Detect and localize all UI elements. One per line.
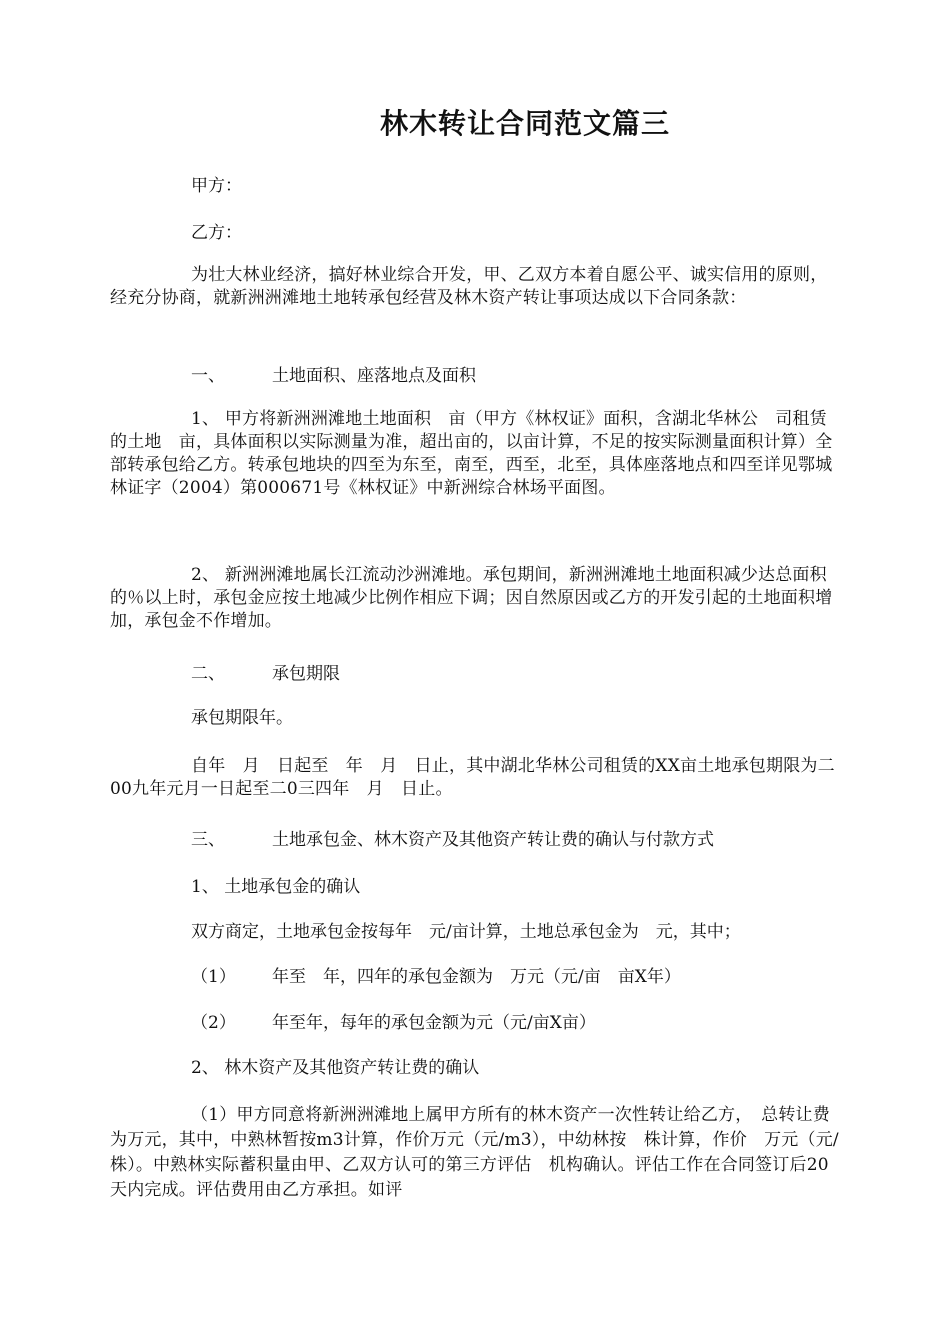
section-2-title: 承包期限 (272, 664, 340, 684)
section-3-heading (191, 829, 714, 852)
list-item-1-number: （1） (191, 967, 236, 987)
section-2-heading (191, 663, 340, 686)
section-3-subparagraph-1: 双方商定，土地承包金按每年 元/亩计算，土地总承包金为 元，其中； (191, 922, 741, 942)
section-1-title: 土地面积、座落地点及面积 (272, 366, 476, 386)
list-item-2 (191, 1012, 596, 1035)
party-b-label: 乙方： (191, 223, 242, 243)
section-1-paragraph-2: 2、 新洲洲滩地属长江流动沙洲滩地。承包期间，新洲洲滩地土地面积减少达总面积的％以上时，承包金应按土地减少比例作相应下调；因自然原因或乙方的开发引起的土地面积增加，承包金不作增加。 (110, 565, 833, 631)
section-3-title: 土地承包金、林木资产及其他资产转让费的确认与付款方式 (272, 830, 714, 850)
list-item-2-number: （2） (191, 1013, 236, 1033)
section-3-subheading-2: 2、 林木资产及其他资产转让费的确认 (191, 1058, 480, 1078)
party-a-label: 甲方： (191, 176, 242, 196)
section-2-paragraph-2: 自年 月 日起至 年 月 日止，其中湖北华林公司租赁的XX亩土地承包期限为二00九年元月一日起至二0三四年 月 日止。 (110, 756, 835, 799)
section-1-paragraph-1: 1、 甲方将新洲洲滩地土地面积 亩（甲方《林权证》面积，含湖北华林公 司租赁的土地 亩，具体面积以实际测量为准，超出亩的，以亩计算，不足的按实际测量面积计算）全部转承包给乙方。转承包地块的四至为东至，南至，西至，北至，具体座落地点和四至详见鄂城林证字（2004）第000671号《林权证》中新洲综合林场平面图。 (110, 409, 833, 498)
document-title: 林木转让合同范文篇三 (379, 107, 670, 140)
list-item-1-text: 年至 年，四年的承包金额为 万元（元/亩 亩X年） (272, 967, 681, 987)
list-item-2-text: 年至年，每年的承包金额为元（元/亩X亩） (272, 1013, 596, 1033)
section-3-subheading-1: 1、 土地承包金的确认 (191, 877, 361, 897)
section-2-paragraph-1: 承包期限年。 (191, 708, 293, 728)
section-2-number: 二、 (191, 664, 225, 684)
section-1-heading (191, 365, 476, 388)
intro-paragraph: 为壮大林业经济，搞好林业综合开发，甲、乙双方本着自愿公平、诚实信用的原则，经充分协商，就新洲洲滩地土地转承包经营及林木资产转让事项达成以下合同条款： (110, 265, 828, 308)
section-1-number: 一、 (191, 366, 225, 386)
section-3-subparagraph-2: （1）甲方同意将新洲洲滩地上属甲方所有的林木资产一次性转让给乙方， 总转让费为万元，其中，中熟林暂按m3计算，作价万元（元/m3），中幼林按 株计算，作价 万元（元/株）。中熟林实际蓄积量由甲、乙双方认可的第三方评估 机构确认。评估工作在合同签订后20天内完成。评估费用由乙方承担。如评 (110, 1105, 839, 1200)
list-item-1 (191, 966, 681, 989)
section-3-number: 三、 (191, 830, 225, 850)
